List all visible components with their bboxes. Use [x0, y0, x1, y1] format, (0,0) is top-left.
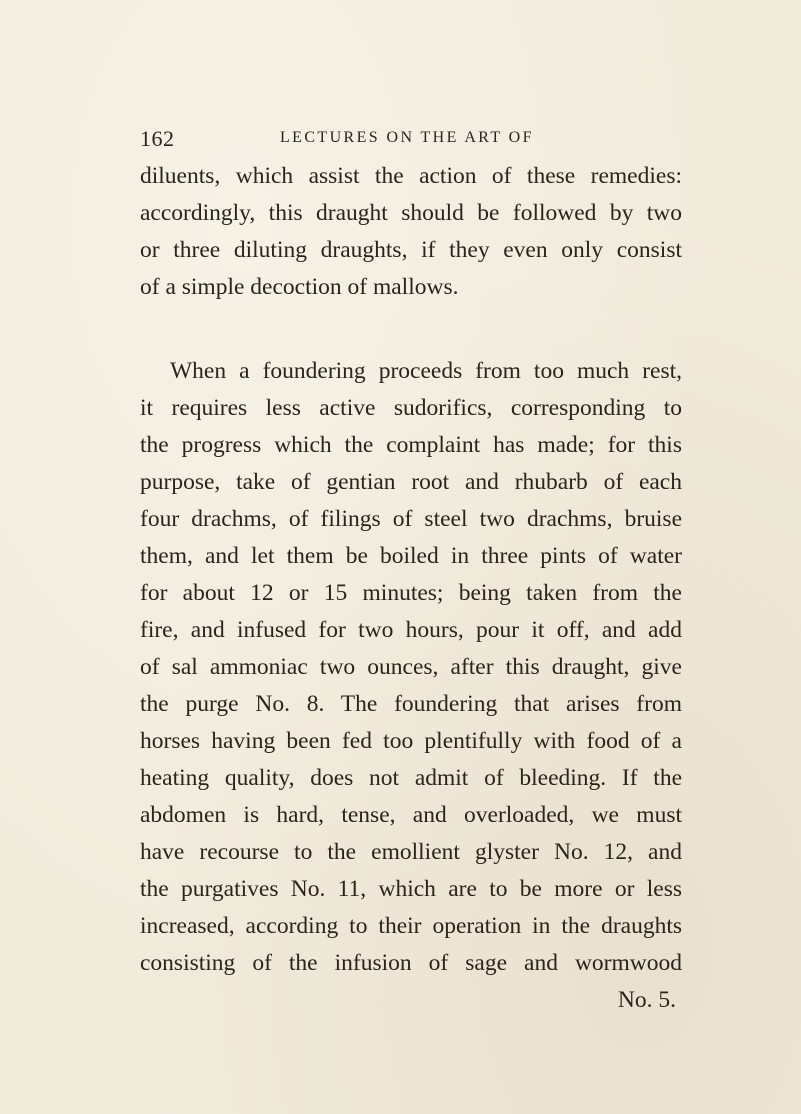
text-line: the purgatives No. 11, which are to be more or less: [140, 876, 682, 902]
text-line: abdomen is hard, tense, and overloaded, we must: [140, 802, 682, 828]
text-line: them, and let them be boiled in three pints of water: [140, 543, 682, 569]
text-line: the progress which the complaint has made; for this: [140, 432, 682, 458]
running-head: [140, 126, 680, 150]
paragraph-gap: [140, 306, 682, 353]
text-line: diluents, which assist the action of these remedies:: [140, 163, 682, 189]
text-line: When a foundering proceeds from too much rest,: [170, 358, 682, 384]
text-line: accordingly, this draught should be followed by two: [140, 200, 682, 226]
text-line: horses having been fed too plentifully with food of a: [140, 728, 682, 754]
running-title: LECTURES ON THE ART OF: [280, 129, 534, 146]
body-text: [140, 158, 682, 1019]
text-line: the purge No. 8. The foundering that arises from: [140, 691, 682, 717]
text-line: or three diluting draughts, if they even only consist: [140, 237, 682, 263]
text-line: for about 12 or 15 minutes; being taken from the: [140, 580, 682, 606]
text-line: have recourse to the emollient glyster No. 12, and: [140, 839, 682, 865]
catchword: No. 5.: [617, 987, 676, 1013]
text-line: fire, and infused for two hours, pour it off, and add: [140, 617, 682, 643]
text-line: consisting of the infusion of sage and wormwood: [140, 950, 682, 976]
paragraph-1: [140, 158, 682, 306]
paragraph-2: [140, 353, 682, 982]
text-line: four drachms, of filings of steel two drachms, bruise: [140, 506, 682, 532]
text-line: purpose, take of gentian root and rhubarb of each: [140, 469, 682, 495]
text-line: of a simple decoction of mallows.: [140, 274, 459, 300]
page-number: 162: [140, 126, 175, 151]
text-line: increased, according to their operation in the draughts: [140, 913, 682, 939]
text-line: of sal ammoniac two ounces, after this draught, give: [140, 654, 682, 680]
text-line: it requires less active sudorifics, corresponding to: [140, 395, 682, 421]
text-line: heating quality, does not admit of bleeding. If the: [140, 765, 682, 791]
